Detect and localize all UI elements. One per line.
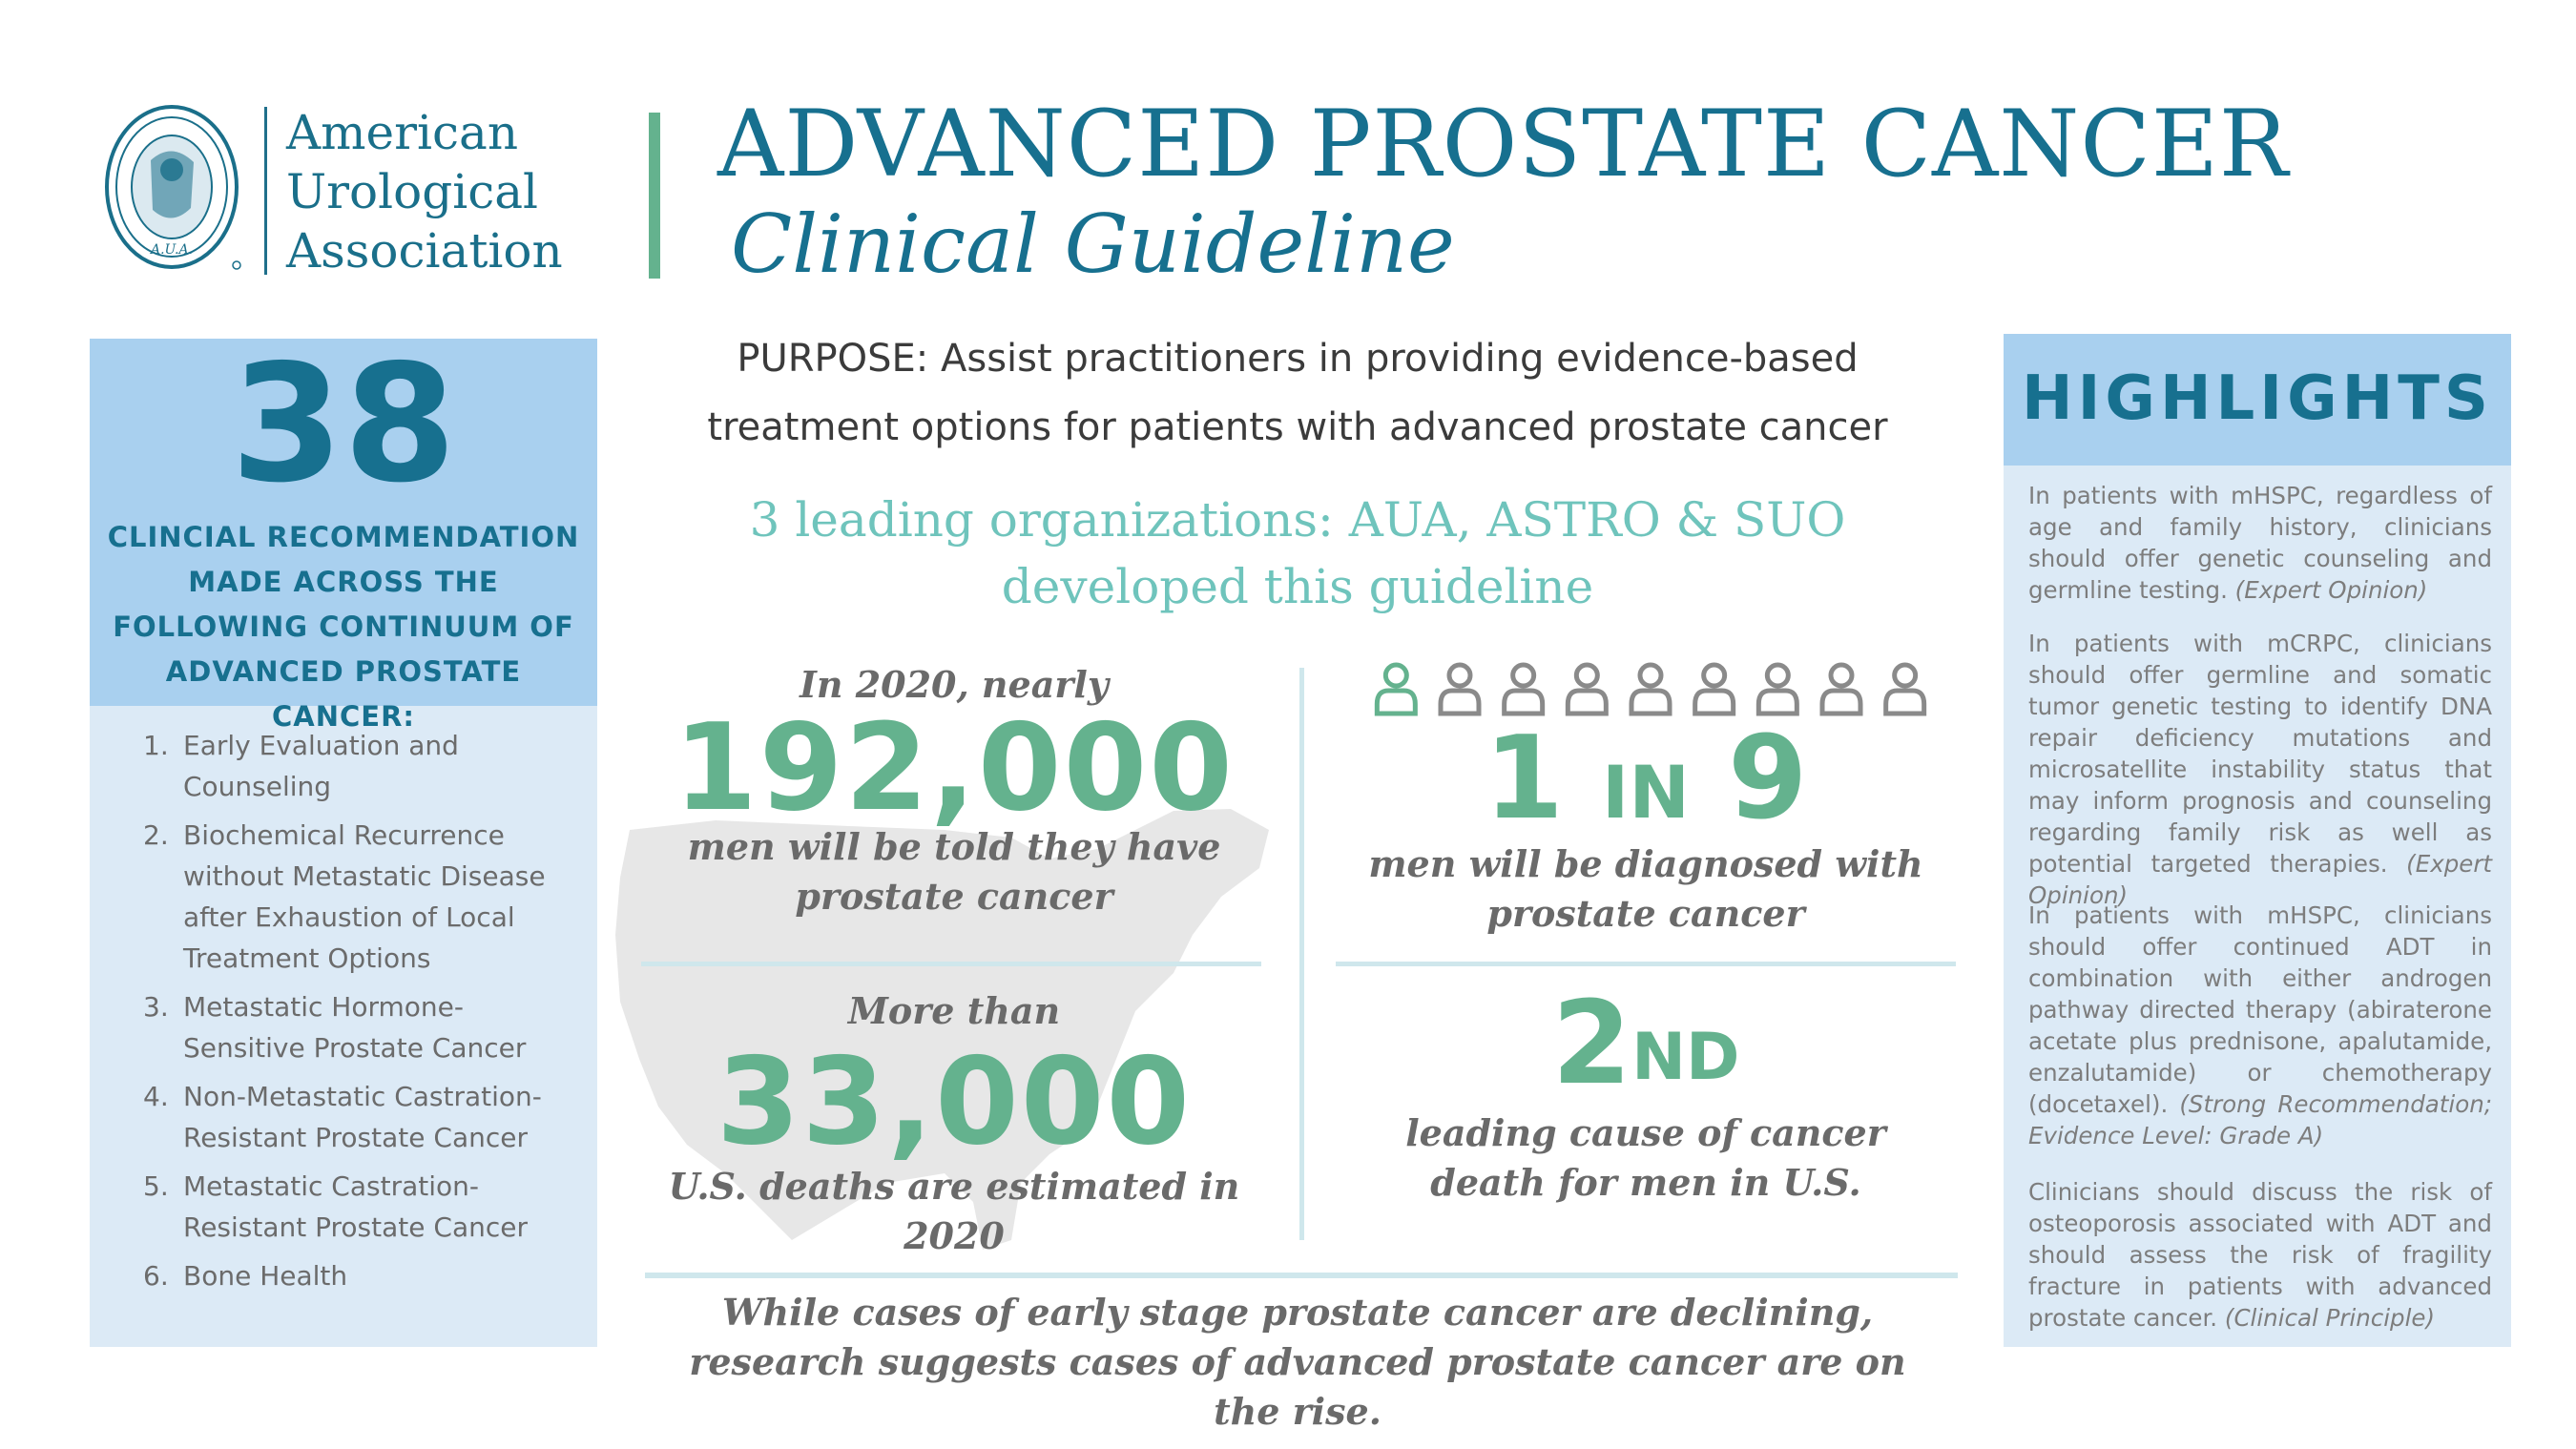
highlights-title: HIGHLIGHTS [2022,363,2493,434]
recommendation-label: CLINCIAL RECOMMENDATION MADE ACROSS THE FOLLOWING CONTINUUM OF ADVANCED PROSTATE CANCER: [107,521,580,733]
aua-seal-logo [103,103,246,275]
rank-number: 2 [1551,978,1632,1110]
person-icon [1758,665,1797,714]
list-item-text: Non-Metastatic Castration-Resistant Prostate Cancer [183,1081,542,1153]
highlight-evidence-tag: (Clinical Principle) [2224,1304,2436,1332]
highlight-text: Clinicians should discuss the risk of osteoporosis associated with ADT and should assess the risk of fragility fracture in patients with advanced prostate cancer. [2028,1178,2492,1332]
page-title: ADVANCED PROSTATE CANCER [717,91,2290,197]
person-icon [1822,665,1860,714]
rank-description: leading cause of cancer death for men in U.S. [1405,1111,1886,1204]
new-cases-value: 192,000 [674,697,1235,838]
people-icon-row [1364,660,1937,717]
risk-numerator: 1 [1484,713,1565,845]
highlight-evidence-tag: (Expert Opinion) [2234,576,2428,604]
new-cases-description: men will be told they have prostate cancer [687,825,1221,918]
highlight-item [2028,628,2492,911]
right-horizontal-divider [1336,962,1956,966]
person-icon [1441,665,1479,714]
purpose-statement: PURPOSE: Assist practitioners in providing evidence-based treatment options for patients with advanced prostate cancer [707,337,1888,449]
list-item-text: Metastatic Castration-Resistant Prostate Cancer [183,1170,528,1243]
highlight-item [2028,1176,2492,1334]
deaths-intro: More than [847,989,1061,1032]
list-item-text: Early Evaluation and Counseling [183,730,459,802]
bottom-horizontal-divider [645,1273,1958,1278]
list-item-number: 3. [143,991,169,1023]
highlight-evidence-tag: (Strong Recommendation; Evidence Level: Grade A) [2028,1090,2492,1149]
list-item [143,1166,572,1248]
risk-denominator: 9 [1727,713,1808,845]
highlight-item [2028,900,2492,1151]
list-item [143,815,572,979]
person-icon [1377,665,1415,714]
person-icon [1695,665,1734,714]
organizations-statement: 3 leading organizations: AUA, ASTRO & SUO developed this guideline [749,492,1846,614]
list-item-text: Biochemical Recurrence without Metastatic Disease after Exhaustion of Local Treatment Options [183,819,546,974]
organization-name [286,103,563,280]
deaths-description: U.S. deaths are estimated in 2020 [668,1165,1240,1257]
list-item [143,986,572,1068]
list-item [143,1255,572,1296]
list-item [143,725,572,807]
cause-rank [1336,978,1956,1111]
risk-description: men will be diagnosed with prostate cancer [1368,842,1923,935]
seal-initials: A.U.A. [150,242,194,258]
center-vertical-divider [1299,668,1304,1240]
list-item-number: 4. [143,1081,169,1112]
person-icon [1568,665,1606,714]
highlight-text: In patients with mHSPC, regardless of age and family history, clinicians should offer genetic counseling and germline testing. [2028,482,2492,604]
list-item-number: 2. [143,819,169,851]
risk-in-word: IN [1602,750,1690,835]
list-item [143,1076,572,1158]
highlight-text: In patients with mHSPC, clinicians should offer continued ADT in combination with either androgen pathway directed therapy (abiraterone acetate plus prednisone, apalutamide, enzalutamide) or chemotherapy (docetaxel). [2028,901,2492,1118]
person-icon [1886,665,1924,714]
org-name-line: Association [286,223,563,279]
list-item-number: 5. [143,1170,169,1202]
list-item-number: 6. [143,1260,169,1292]
list-item-text: Bone Health [183,1260,348,1292]
trend-note: While cases of early stage prostate cancer are declining, research suggests cases of advanced prostate cancer are on the rise. [689,1291,1906,1433]
list-item-number: 1. [143,730,169,761]
highlight-item [2028,480,2492,606]
logo-divider [264,107,267,275]
person-icon [1631,665,1670,714]
title-accent-bar [649,113,660,279]
page-subtitle: Clinical Guideline [731,197,1455,291]
person-icon [1505,665,1543,714]
rank-suffix: ND [1631,1020,1740,1095]
left-horizontal-divider [641,962,1261,966]
continuum-list [143,725,572,1304]
highlight-text: In patients with mCRPC, clinicians should offer germline and somatic tumor genetic testing to identify DNA repair deficiency mutations and microsatellite instability status that may inform prognosis and counseling regarding family risk as well as potential targeted therapies. [2028,630,2492,878]
highlight-evidence-tag: (Expert Opinion) [2028,850,2492,909]
new-cases-intro: In 2020, nearly [800,663,1109,706]
deaths-value: 33,000 [716,1031,1193,1171]
org-name-line: American [286,105,519,160]
org-name-line: Urological [286,164,539,219]
recommendation-count: 38 [230,330,457,519]
list-item-text: Metastatic Hormone-Sensitive Prostate Cancer [183,991,527,1064]
